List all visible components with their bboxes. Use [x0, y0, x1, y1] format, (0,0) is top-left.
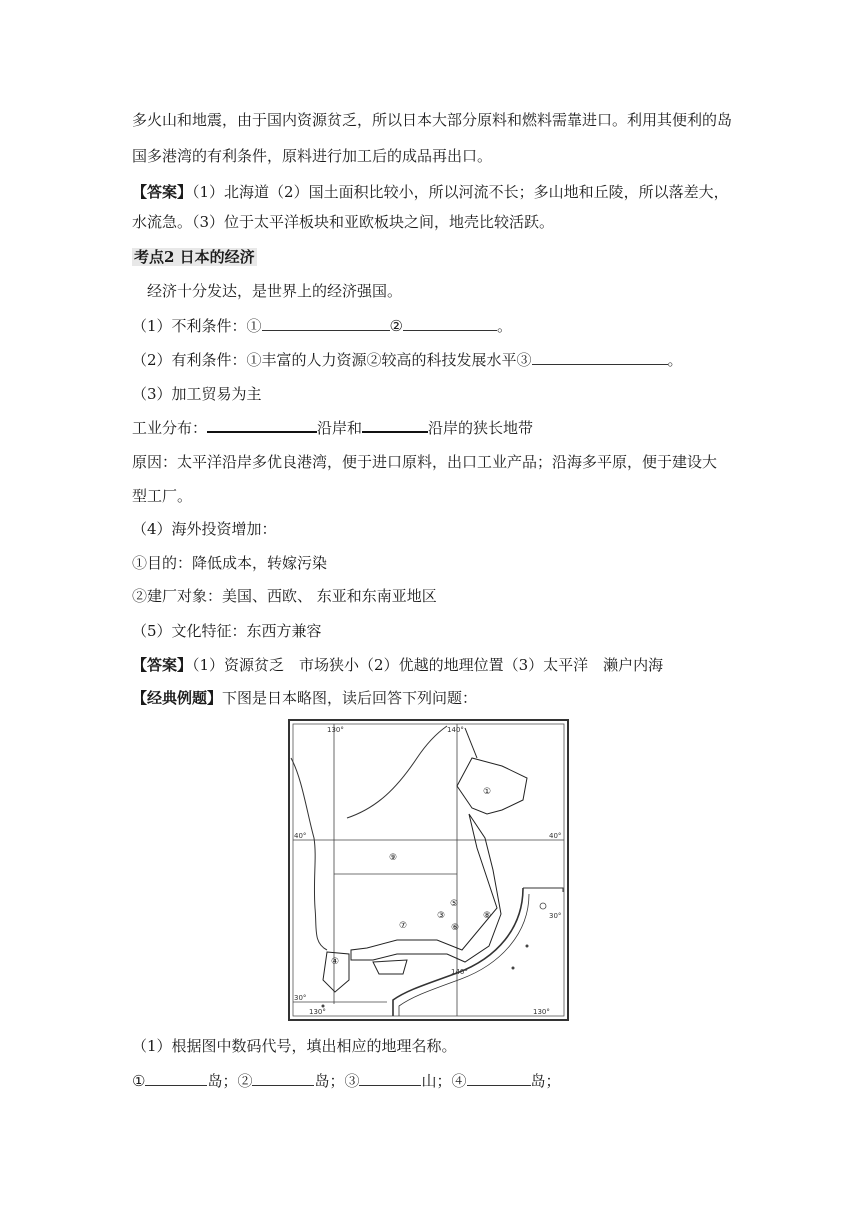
- marker-4: ④: [331, 957, 340, 967]
- q1-blank-2-suffix: 岛；③: [314, 1072, 360, 1090]
- label-lon-130-bottom: 130°: [309, 1008, 326, 1016]
- q1-blank-2[interactable]: [252, 1071, 314, 1086]
- label-lon-130-bottom-right: 130°: [533, 1008, 550, 1016]
- question-1: （1）根据图中数码代号，填出相应的地理名称。: [132, 1037, 457, 1055]
- marker-5: ⑤: [450, 899, 459, 909]
- item-1-prefix: （1）不利条件：①: [132, 317, 262, 335]
- item-2-end: 。: [667, 351, 683, 369]
- japan-map: [287, 718, 570, 1022]
- island-dot: [526, 945, 529, 948]
- industry-prefix: 工业分布：: [132, 419, 208, 437]
- reason-line-1: 原因：太平洋沿岸多优良港湾，便于进口原料，出口工业产品；沿海多平原，便于建设大: [132, 453, 718, 471]
- item-2-blank[interactable]: [532, 350, 668, 365]
- item-4-purpose: ①目的：降低成本，转嫁污染: [132, 554, 328, 572]
- intro-line-2: 国多港湾的有利条件，原料进行加工后的成品再出口。: [132, 147, 493, 165]
- q1-blank-1[interactable]: [145, 1071, 207, 1086]
- label-lat-30-left: 30°: [294, 994, 307, 1002]
- japan-map-svg: [287, 718, 570, 1022]
- marker-8: ⑧: [483, 911, 492, 921]
- island-dot: [512, 967, 515, 970]
- economy-item-1: [132, 316, 512, 336]
- item-1-end: 。: [497, 317, 513, 335]
- answer-1-text-1: （1）北海道（2）国土面积比较小，所以河流不长；多山地和丘陵，所以落差大，: [192, 183, 729, 201]
- q1-blank-3[interactable]: [359, 1071, 421, 1086]
- economy-item-4: （4）海外投资增加：: [132, 520, 277, 538]
- economy-item-2: [132, 350, 683, 370]
- item-4-target: ②建厂对象：美国、西欧、 东亚和东南亚地区: [132, 587, 437, 605]
- item-1-mid: ②: [389, 317, 403, 335]
- section-2-heading-text: 考点2 日本的经济: [134, 248, 255, 266]
- economy-item-3: （3）加工贸易为主: [132, 385, 262, 403]
- answer-1-line-1: [132, 182, 729, 202]
- label-lon-140-bottom: 140°: [451, 968, 468, 976]
- label-lon-130-top: 130°: [327, 726, 344, 734]
- question-1-blanks: [132, 1071, 561, 1091]
- q1-blank-1-suffix: 岛；②: [207, 1072, 253, 1090]
- map-frame: [289, 720, 568, 1020]
- marker-1: ①: [483, 787, 492, 797]
- answer-2-label: 【答案】: [132, 656, 193, 674]
- label-lat-30-right: 30°: [549, 912, 562, 920]
- item-1-blank-2[interactable]: [403, 316, 497, 331]
- q1-blank-4[interactable]: [467, 1071, 531, 1086]
- industry-blank-2[interactable]: [362, 417, 428, 433]
- section-2-intro: 经济十分发达，是世界上的经济强国。: [147, 282, 403, 300]
- label-lon-140-top: 140°: [447, 726, 464, 734]
- reason-line-2: 型工厂。: [132, 487, 193, 505]
- answer-1-label: 【答案】: [132, 183, 193, 201]
- q1-blank-1-prefix: ①: [132, 1072, 146, 1090]
- economy-item-5: （5）文化特征：东西方兼容: [132, 622, 322, 640]
- marker-6: ⑥: [451, 923, 460, 933]
- example-label: 【经典例题】: [132, 689, 223, 707]
- answer-2: [132, 655, 663, 675]
- example-text: 下图是日本略图，读后回答下列问题：: [222, 689, 478, 707]
- example-intro: [132, 688, 477, 708]
- item-1-blank-1[interactable]: [262, 316, 390, 331]
- label-lat-40-right: 40°: [549, 832, 562, 840]
- industry-blank-1[interactable]: [207, 417, 317, 433]
- answer-1-line-2: 水流急。（3）位于太平洋板块和亚欧板块之间，地壳比较活跃。: [132, 213, 555, 231]
- marker-3: ③: [437, 911, 446, 921]
- industry-mid: 沿岸和: [317, 419, 363, 437]
- answer-2-text: （1）资源贫乏 市场狭小（2）优越的地理位置（3）太平洋 濑户内海: [192, 656, 664, 674]
- section-2-heading: [132, 247, 257, 267]
- marker-9: ⑨: [389, 853, 398, 863]
- label-lat-40-left: 40°: [294, 832, 307, 840]
- q1-blank-3-suffix: 山；④: [421, 1072, 467, 1090]
- intro-line-1: 多火山和地震，由于国内资源贫乏，所以日本大部分原料和燃料需靠进口。利用其便利的岛: [132, 111, 733, 129]
- item-2-prefix: （2）有利条件：①丰富的人力资源②较高的科技发展水平③: [132, 351, 532, 369]
- industry-end: 沿岸的狭长地带: [428, 419, 534, 437]
- industry-distribution: [132, 417, 533, 438]
- marker-7: ⑦: [399, 921, 408, 931]
- q1-blank-4-suffix: 岛；: [530, 1072, 561, 1090]
